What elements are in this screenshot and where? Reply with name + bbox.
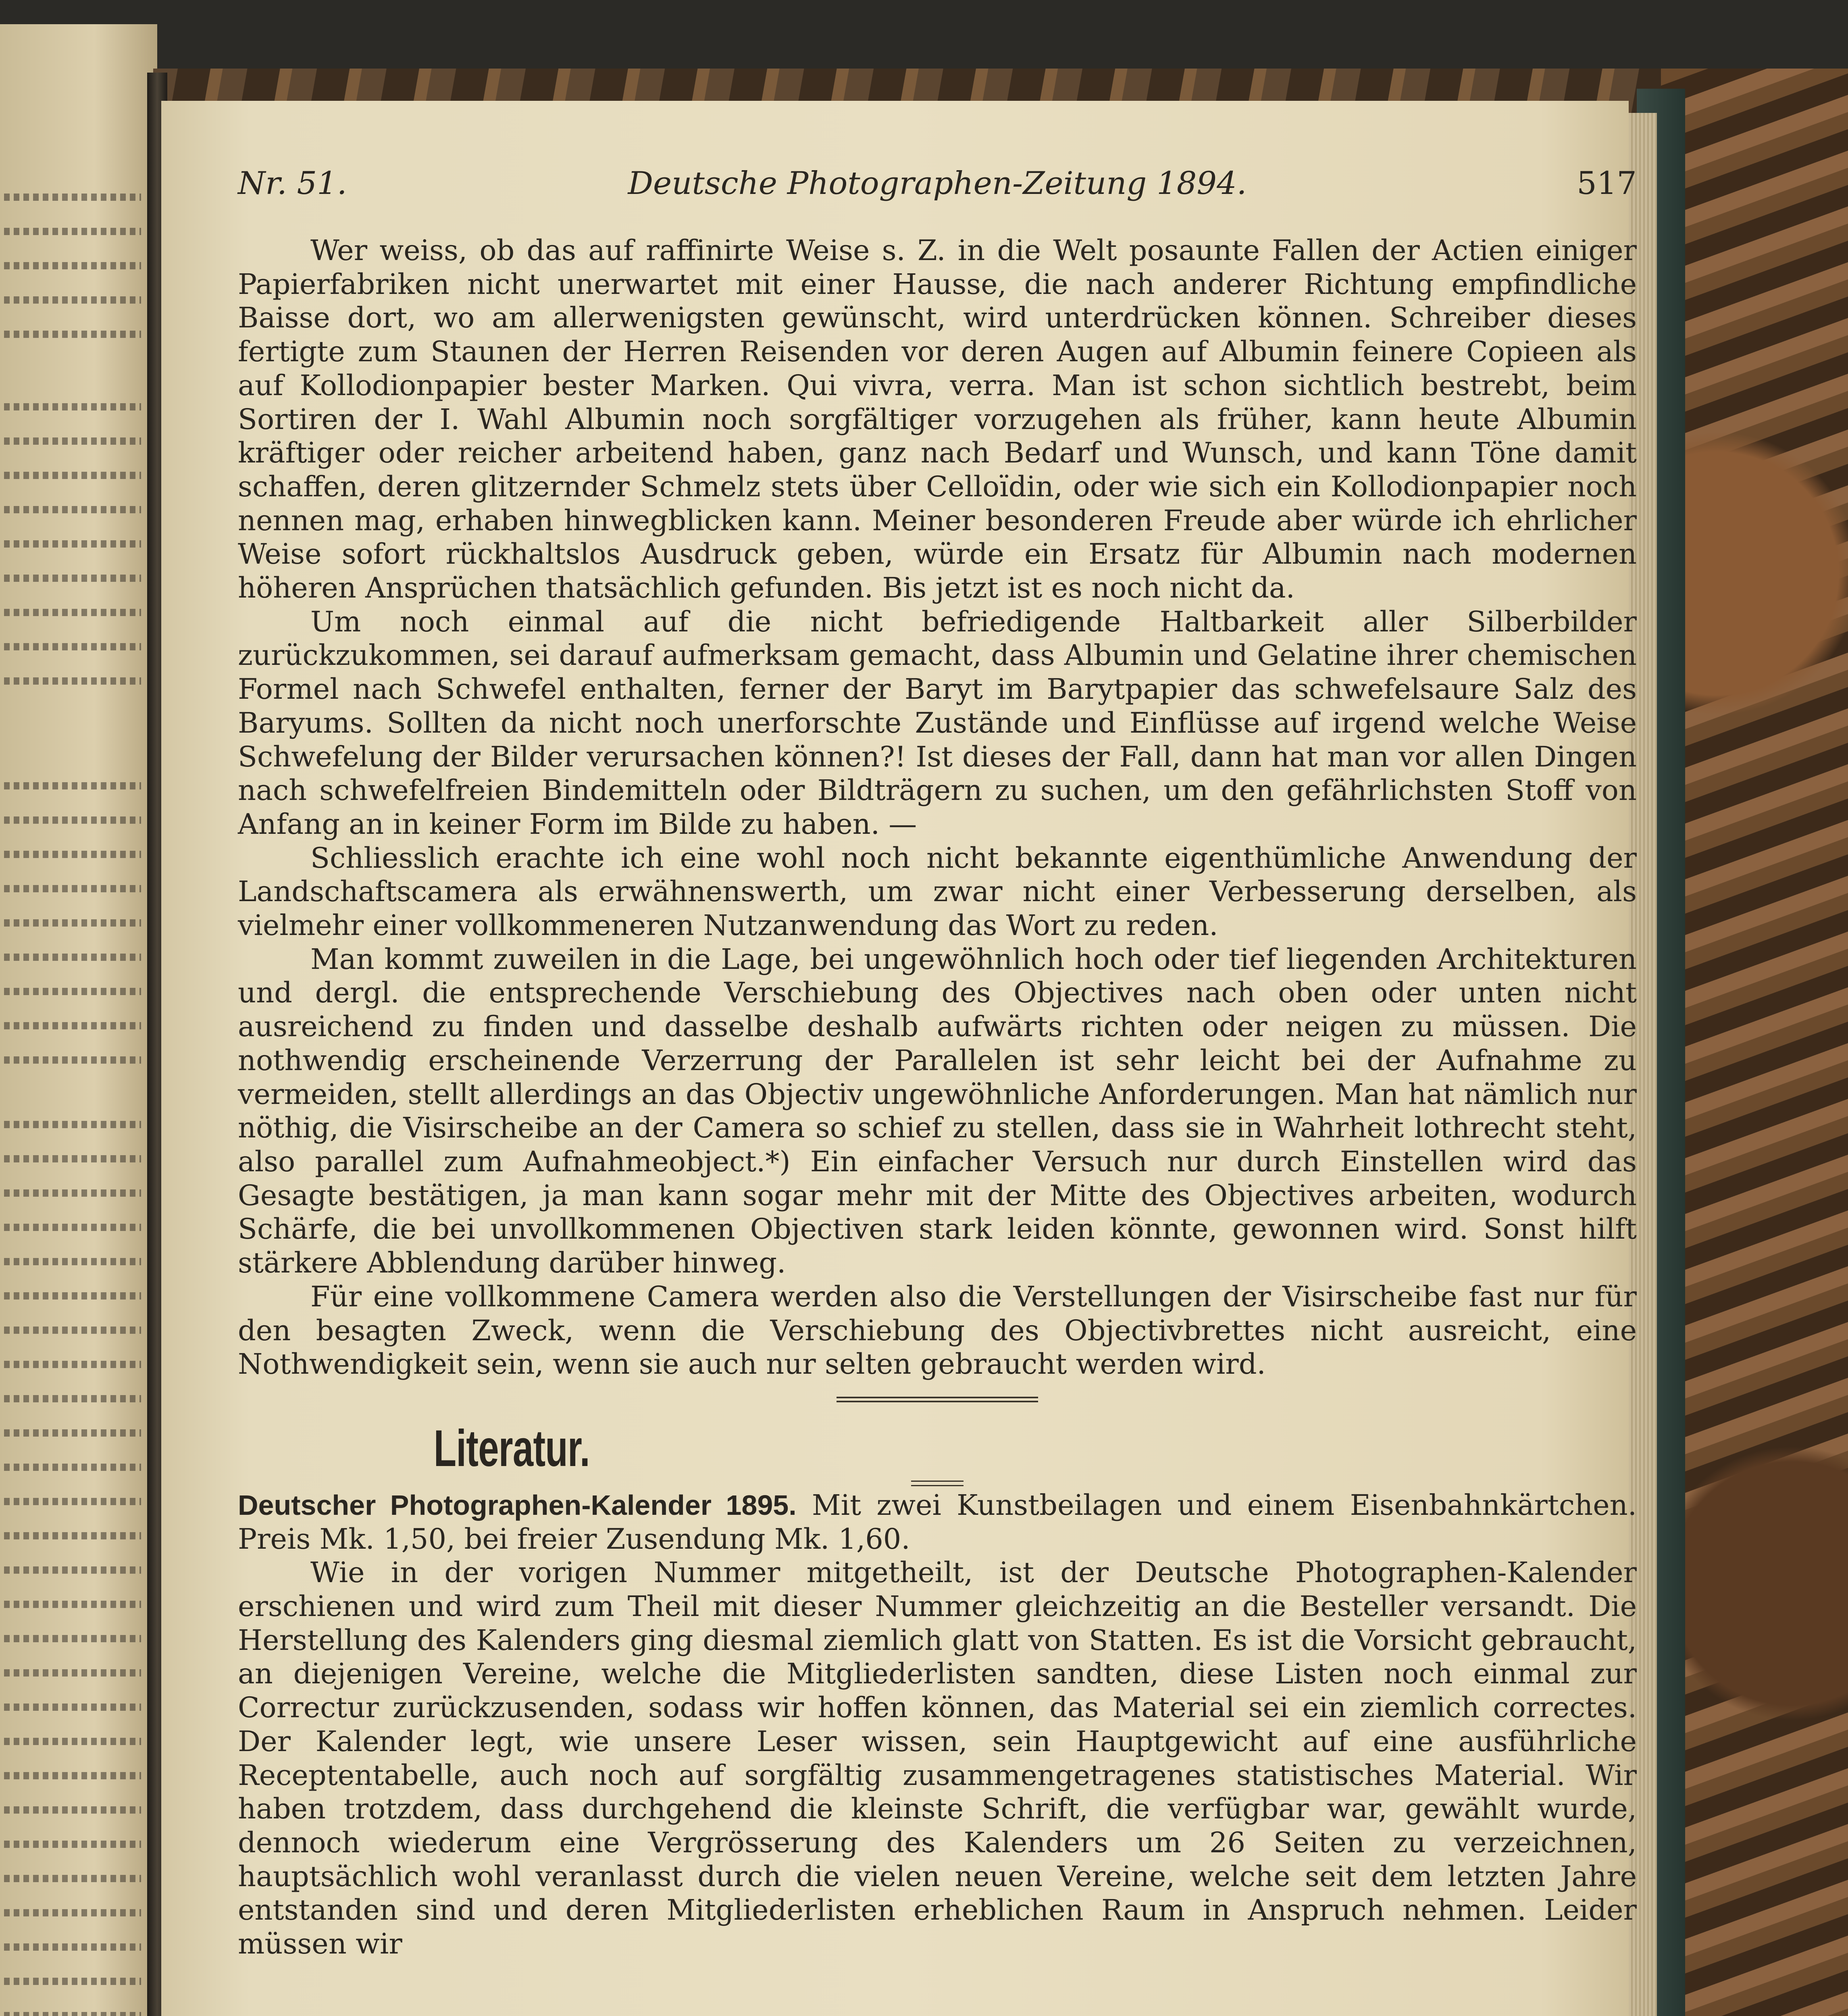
literature-entry: [238, 1489, 1637, 1556]
issue-number: Nr. 51.: [238, 165, 347, 202]
entry-title: Deutscher Photographen-Kalender 1895.: [238, 1489, 797, 1521]
paragraph: Wie in der vorigen Nummer mitgetheilt, ist der Deutsche Photographen-Kalender erschienen und wird zum Theil mit dieser Nummer gleichzeitig an die Besteller versandt. Die Herstellung des Kalenders ging diesmal ziemlich glatt von Statten. Es ist die Vorsicht gebraucht, an diejenigen Vereine, welche die Mitgliederlisten sandten, diese Listen noch einmal zur Correctur zurückzusenden, sodass wir hoffen können, das Material sei ein ziemlich correctes. Der Kalender legt, wie unsere Leser wissen, sein Hauptgewicht auf eine ausführliche Receptentabelle, auch noch auf sorgfältig zusammengetragenes statistisches Material. Wir haben trotzdem, dass durchgehend die kleinste Schrift, die verfügbar war, gewählt wurde, dennoch wiederum eine Vergrösserung des Kalenders um 26 Seiten zu verzeichnen, hauptsächlich wohl veranlasst durch die vielen neuen Vereine, welche seit dem letzten Jahre entstanden sind und deren Mitgliederlisten erheblichen Raum in Anspruch nehmen. Leider müssen wir: [238, 1556, 1637, 1961]
page-number: 517: [1577, 165, 1637, 202]
paragraph: Wer weiss, ob das auf raffinirte Weise s. Z. in die Welt posaunte Fallen der Actien einiger Papierfabriken nicht unerwartet mit einer Hausse, die nach anderer Richtung empfindliche Baisse dort, wo am allerwenigsten gewünscht, wird unterdrücken können. Schreiber dieses fertigte zum Staunen der Herren Reisenden vor deren Augen auf Albumin feinere Copieen als auf Kollodionpapier bester Marken. Qui vivra, verra. Man ist schon sichtlich bestrebt, beim Sortiren der I. Wahl Albumin noch sorgfältiger vorzugehen als früher, kann heute Albumin kräftiger oder reicher arbeitend haben, ganz nach Bedarf und Wunsch, und kann Töne damit schaffen, deren glitzernder Schmelz stets über Celloïdin, oder wie sich ein Kollodionpapier noch nennen mag, erhaben hinwegblicken kann. Meiner besonderen Freude aber würde ich ehrlicher Weise sofort rückhaltslos Ausdruck geben, würde ein Ersatz für Albumin nach modernen höheren Ansprüchen thatsächlich gefunden. Bis jetzt ist es noch nicht da.: [238, 234, 1637, 605]
paragraph: Um noch einmal auf die nicht befriedigende Haltbarkeit aller Silberbilder zurückzukommen, sei darauf aufmerksam gemacht, dass Albumin und Gelatine ihrer chemischen Formel nach Schwefel enthalten, ferner der Baryt im Barytpapier das schwefelsaure Salz des Baryums. Sollten da nicht noch unerforschte Zustände und Einflüsse auf irgend welche Weise Schwefelung der Bilder verursachen können?! Ist dieses der Fall, dann hat man vor allen Dingen nach schwefelfreien Bindemitteln oder Bildträgern zu suchen, um den gefährlichsten Stoff von Anfang an in keiner Form im Bilde zu haben. —: [238, 605, 1637, 841]
article-body: [238, 234, 1637, 1961]
paragraph: Schliesslich erachte ich eine wohl noch nicht bekannte eigenthümliche Anwendung der Landschaftscamera als erwähnenswerth, um zwar nicht einer Verbesserung derselben, als vielmehr einer vollkommeneren Nutzanwendung das Wort zu reden.: [238, 841, 1637, 942]
paragraph: Für eine vollkommene Camera werden also die Verstellungen der Visirscheibe fast nur für den besagten Zweck, wenn die Verschiebung des Objectivbrettes nicht ausreicht, eine Nothwendigkeit sein, wenn sie auch nur selten gebraucht werden wird.: [238, 1280, 1637, 1381]
running-header: [238, 165, 1637, 210]
entry-subtitle: Mit zwei Kunstbeilagen und einem Eisenbahnkärtchen. Preis Mk. 1,50, bei freier Zusendung Mk. 1,60.: [238, 1488, 1637, 1556]
paragraph: Man kommt zuweilen in die Lage, bei ungewöhnlich hoch oder tief liegenden Architekturen und dergl. die entsprechende Verschiebung des Objectives nach oben oder unten nicht ausreichend zu finden und dasselbe deshalb aufwärts richten oder neigen zu müssen. Die nothwendig erscheinende Verzerrung der Parallelen ist sehr leicht bei der Aufnahme zu vermeiden, stellt allerdings an das Objectiv ungewöhnliche Anforderungen. Man hat nämlich nur nöthig, die Visirscheibe an der Camera so schief zu stellen, dass sie in Wahrheit lothrecht steht, also parallel zum Aufnahmeobject.*) Ein einfacher Versuch nur durch Einstellen wird das Gesagte bestätigen, ja man kann sogar mehr mit der Mitte des Objectives arbeiten, wodurch Schärfe, die bei unvollkommenen Objectiven stark leiden könnte, gewonnen wird. Sonst hilft stärkere Abblendung darüber hinweg.: [238, 942, 1637, 1280]
previous-page-edge: [0, 24, 157, 2016]
journal-page: [161, 101, 1637, 2016]
marbled-cover-edge: [1661, 69, 1848, 2016]
journal-title: Deutsche Photographen-Zeitung 1894.: [628, 165, 1247, 202]
section-title: Literatur.: [433, 1419, 590, 1477]
title-ornament-rule: [911, 1481, 964, 1486]
section-divider: [837, 1397, 1038, 1402]
